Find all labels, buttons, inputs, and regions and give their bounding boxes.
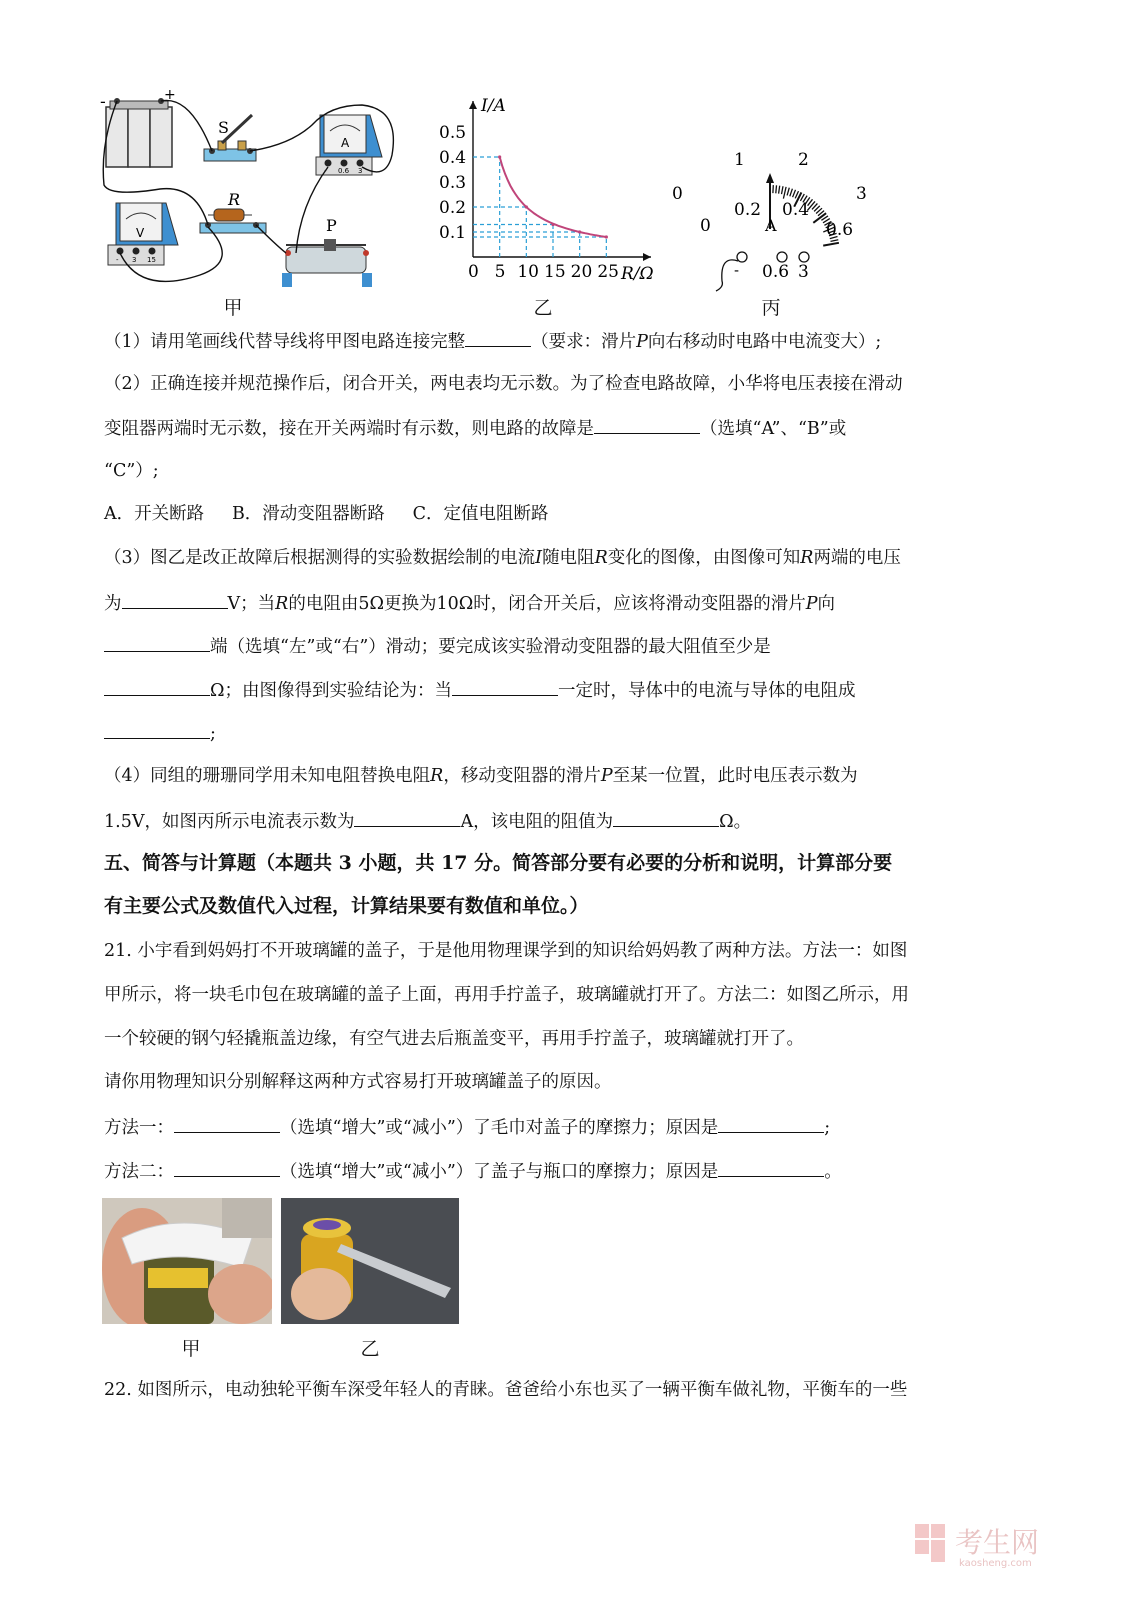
q20-part4-text-f: Ω。 <box>719 812 752 832</box>
q20-part4-line1 <box>104 764 858 788</box>
answer-blank-5[interactable] <box>104 677 210 696</box>
voltmeter-terminal-15: 15 <box>147 256 156 264</box>
x-axis-arrow <box>643 253 651 261</box>
var-P: P <box>600 766 613 786</box>
dial-terminal-0.6: 0.6 <box>762 262 790 282</box>
answer-blank-2[interactable] <box>594 415 700 434</box>
q21-method1 <box>104 1114 830 1140</box>
answer-blank-7[interactable] <box>104 720 210 739</box>
q20-part2-line3: “C”）; <box>104 461 159 481</box>
inner-scale-0.2: 0.2 <box>734 200 762 220</box>
ammeter-terminal-3: 3 <box>358 167 363 175</box>
x-tick-25: 25 <box>597 262 619 282</box>
resistor-label: R <box>228 190 241 209</box>
q21-line2: 甲所示，将一块毛巾包在玻璃罐的盖子上面，再用手拧盖子，玻璃罐就打开了。方法二：如图乙所示，用 <box>104 985 909 1005</box>
q20-options: A．开关断路 B．滑动变阻器断路 C．定值电阻断路 <box>104 504 549 524</box>
answer-blank-8[interactable] <box>354 808 460 827</box>
q20-part2-text: 变阻器两端时无示数，接在开关两端时有示数，则电路的故障是 <box>104 419 594 439</box>
q20-part1-text: （1）请用笔画线代替导线将甲图电路连接完整 <box>104 332 466 352</box>
q21-line4: 请你用物理知识分别解释这两种方式容易打开玻璃罐盖子的原因。 <box>104 1072 612 1092</box>
dial-unit-label: A <box>765 216 777 235</box>
q20-part4-text-c: 至某一位置，此时电压表示数为 <box>612 766 858 786</box>
var-I: I <box>535 548 543 568</box>
inner-scale-0.6: 0.6 <box>826 220 854 240</box>
q20-part3-text-j: Ω；由图像得到实验结论为：当 <box>210 681 453 701</box>
var-R: R <box>275 594 289 614</box>
answer-blank-3[interactable] <box>122 590 228 609</box>
q20-part3-text-i: 端（选填“左”或“右”）滑动；要完成该实验滑动变阻器的最大阻值至少是 <box>210 637 771 657</box>
battery-plus-label: + <box>164 87 176 103</box>
data-point-10 <box>525 205 528 208</box>
q20-part2-text-c: （选填“A”、“B”或 <box>700 419 847 439</box>
dial-tick <box>779 186 780 194</box>
q21-photo-caption-b: 乙 <box>360 1338 380 1360</box>
outer-scale-2: 2 <box>798 150 809 170</box>
watermark-logo-icon <box>911 1518 1081 1568</box>
answer-blank-1[interactable] <box>465 328 531 347</box>
q21-method1-text: （选填“增大”或“减小”）了毛巾对盖子的摩擦力；原因是 <box>280 1118 719 1138</box>
q21-method2-end: 。 <box>824 1162 842 1182</box>
data-point-20 <box>578 230 581 233</box>
data-point-15 <box>551 223 554 226</box>
dial-tick <box>793 190 796 197</box>
answer-blank-11[interactable] <box>718 1114 824 1133</box>
switch-label: S <box>218 118 229 137</box>
q20-part4-text-d: 1.5V，如图丙所示电流表示数为 <box>104 812 355 832</box>
dial-tick <box>776 185 777 193</box>
battery-minus-label: - <box>100 92 106 111</box>
q20-part3-text-c: 变化的图像，由图像可知 <box>607 548 801 568</box>
q20-part3-text-g: 的电阻由5Ω更换为10Ω时，闭合开关后，应该将滑动变阻器的滑片 <box>288 594 806 614</box>
q20-part3-text-b: 随电阻 <box>542 548 595 568</box>
y-axis-arrow <box>469 101 477 109</box>
answer-blank-4[interactable] <box>104 633 210 652</box>
y-tick-0.2: 0.2 <box>439 198 467 218</box>
q20-part3-line5 <box>104 720 216 746</box>
voltmeter-label: V <box>136 226 145 240</box>
q20-part3-line1 <box>104 546 901 570</box>
ammeter-label: A <box>341 136 350 150</box>
rheostat-icon <box>282 239 372 287</box>
outer-scale-3: 3 <box>856 184 867 204</box>
fig1-caption: 甲 <box>223 297 243 319</box>
data-point-5 <box>498 155 501 158</box>
q20-part3-line2 <box>104 590 835 616</box>
var-R: R <box>594 548 608 568</box>
q21-photo-caption-a: 甲 <box>181 1338 201 1360</box>
q20-part1-text-b: （要求：滑片 <box>531 332 637 352</box>
chart-guides <box>473 157 606 257</box>
dial-terminal-3: 3 <box>798 262 809 282</box>
watermark <box>911 1518 1081 1572</box>
q21-method1-end: ; <box>824 1118 831 1138</box>
q20-part3-text-a: （3）图乙是改正故障后根据测得的实验数据绘制的电流 <box>104 548 536 568</box>
var-R: R <box>430 766 444 786</box>
fig3-caption: 丙 <box>761 297 781 319</box>
section5-heading-line1: 五、简答与计算题（本题共 3 小题，共 17 分。简答部分要有必要的分析和说明，计算部分要 <box>104 852 893 874</box>
q22-line1: 22. 如图所示，电动独轮平衡车深受年轻人的青睐。爸爸给小东也买了一辆平衡车做礼物，平衡车的一些 <box>104 1380 908 1400</box>
q21-method1-label: 方法一： <box>104 1118 174 1138</box>
q20-part3-line3 <box>104 633 771 659</box>
q20-part1 <box>104 328 881 354</box>
watermark-sub: kaosheng.com <box>959 1558 1032 1568</box>
x-tick-0: 0 <box>468 262 479 282</box>
var-P: P <box>805 594 818 614</box>
dial-tick <box>787 188 789 196</box>
q20-part3-text-f: V；当 <box>227 594 276 614</box>
q21-line1: 21. 小宇看到妈妈打不开玻璃罐的盖子，于是他用物理课学到的知识给妈妈教了两种方法。方法一：如图 <box>104 941 908 961</box>
jar-towel-photo <box>102 1198 272 1324</box>
x-tick-15: 15 <box>544 262 566 282</box>
dial-terminal-minus: - <box>734 263 740 279</box>
answer-blank-13[interactable] <box>718 1158 824 1177</box>
var-R: R <box>800 548 814 568</box>
fig2-caption: 乙 <box>533 297 553 319</box>
inner-scale-0.4: 0.4 <box>782 200 810 220</box>
q20-part4-text-a: （4）同组的珊珊同学用未知电阻替换电阻 <box>104 766 431 786</box>
y-tick-0.1: 0.1 <box>439 223 467 243</box>
data-point-25 <box>605 235 608 238</box>
ammeter-dial-figure <box>670 145 870 295</box>
q20-part3-text-d: 两端的电压 <box>813 548 901 568</box>
dial-tick <box>782 186 784 194</box>
voltmeter-terminal-3: 3 <box>132 256 137 264</box>
q20-part3-line4 <box>104 677 856 703</box>
ammeter-terminal-minus: - <box>324 167 327 175</box>
jar-spoon-photo <box>281 1198 459 1324</box>
y-tick-0.4: 0.4 <box>439 148 467 168</box>
battery-icon <box>106 98 172 167</box>
watermark-text: 考生网 <box>955 1526 1040 1559</box>
section5-heading-line2: 有主要公式及数值代入过程，计算结果要有数值和单位。） <box>104 895 589 917</box>
answer-blank-10[interactable] <box>174 1114 280 1133</box>
x-tick-10: 10 <box>517 262 539 282</box>
inner-scale-0: 0 <box>700 216 711 236</box>
q21-line3: 一个较硬的钢勺轻撬瓶盖边缘，有空气进去后瓶盖变平，再用手拧盖子，玻璃罐就打开了。 <box>104 1029 804 1049</box>
q20-part2-line1: （2）正确连接并规范操作后，闭合开关，两电表均无示数。为了检查电路故障，小华将电压表接在滑动 <box>104 374 903 394</box>
x-tick-5: 5 <box>494 262 506 282</box>
q21-method2-label: 方法二： <box>104 1162 174 1182</box>
circuit-figure <box>100 85 420 295</box>
ammeter-terminal-0.6: 0.6 <box>338 167 350 175</box>
y-axis-label: I/A <box>481 96 506 116</box>
chart-ticks <box>439 123 619 282</box>
dial-tick <box>790 189 793 197</box>
q20-part3-text-h: 向 <box>817 594 836 614</box>
outer-scale-1: 1 <box>734 150 745 170</box>
q21-method2-text: （选填“增大”或“减小”）了盖子与瓶口的摩擦力；原因是 <box>280 1162 719 1182</box>
q20-part4-text-e: A，该电阻的阻值为 <box>460 812 614 832</box>
q20-part2-line2 <box>104 415 846 441</box>
rheostat-label: P <box>326 216 337 235</box>
q20-part3-text-l: ; <box>210 724 216 744</box>
current-resistance-chart <box>435 95 665 295</box>
x-axis-label: R/Ω <box>621 264 654 284</box>
q20-part1-text-c: 向右移动时电路中电流变大）; <box>647 332 882 352</box>
voltmeter-terminal-minus: - <box>116 256 119 264</box>
q21-method2 <box>104 1158 842 1184</box>
y-tick-0.5: 0.5 <box>439 123 467 143</box>
switch-icon <box>204 115 256 161</box>
dial-tick <box>783 187 786 199</box>
var-P: P <box>636 332 648 352</box>
x-tick-20: 20 <box>570 262 593 282</box>
q20-part4-line2 <box>104 808 751 834</box>
q20-part3-text-k: 一定时，导体中的电流与导体的电阻成 <box>558 681 856 701</box>
answer-blank-9[interactable] <box>613 808 719 827</box>
dial-tick <box>823 243 839 246</box>
answer-blank-6[interactable] <box>452 677 558 696</box>
outer-scale-0: 0 <box>672 184 683 204</box>
y-tick-0.3: 0.3 <box>439 173 467 193</box>
answer-blank-12[interactable] <box>174 1158 280 1177</box>
q20-part3-text-e: 为 <box>104 594 122 614</box>
q20-part4-text-b: ，移动变阻器的滑片 <box>443 766 601 786</box>
